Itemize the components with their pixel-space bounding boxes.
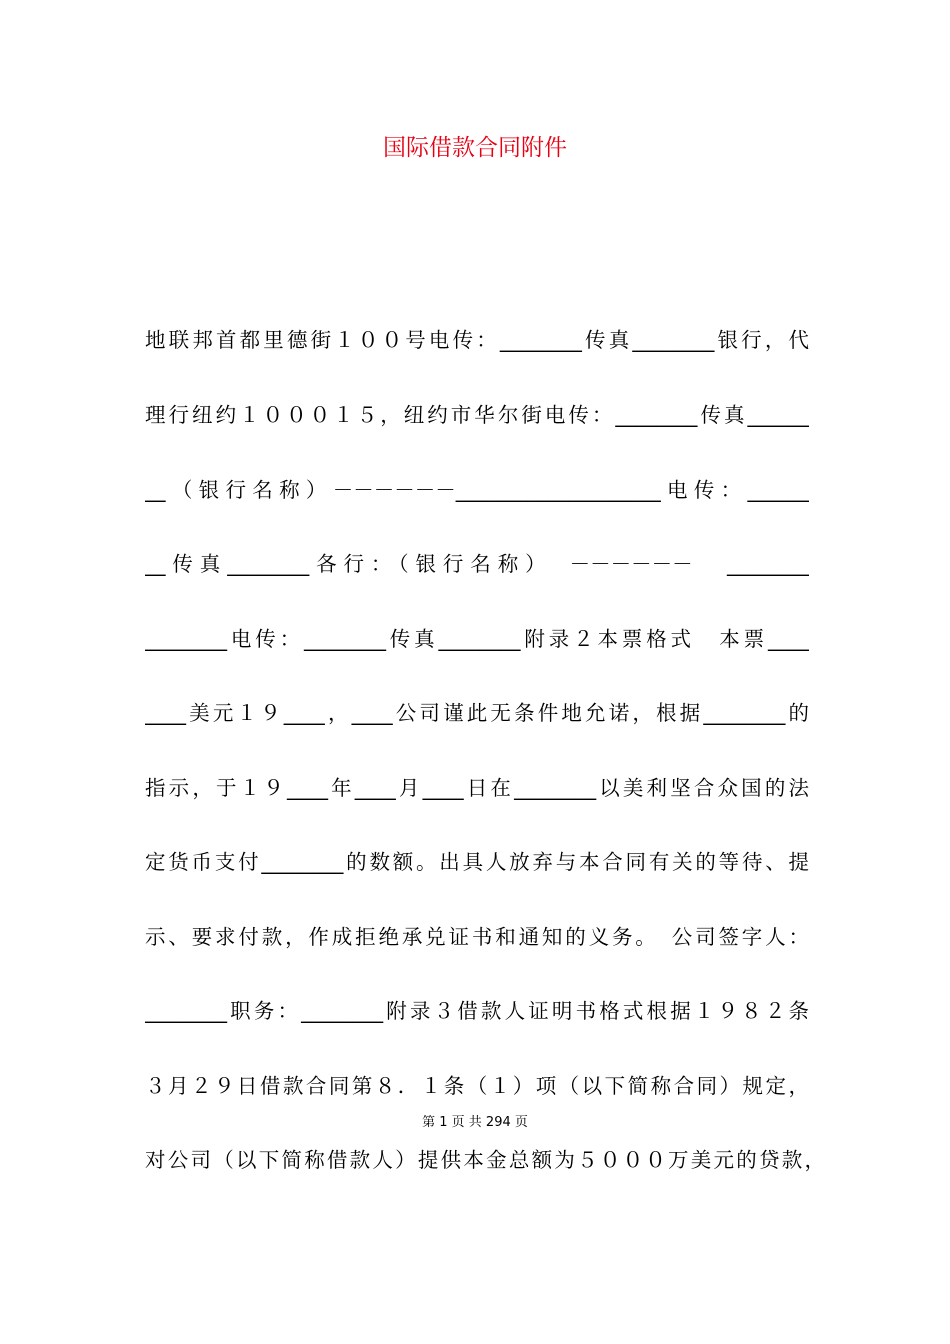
body-line-6: ____美元１９____，____公司谨此无条件地允诺，根据________的 [145,701,809,725]
body-line-4: __传真________各行：（银行名称） －－－－－－ ________ [145,552,809,576]
body-line-10: ________职务：________附录３借款人证明书格式根据１９８２条 [145,999,809,1023]
body-line-5: ________电传：________传真________附录２本票格式 本票____ [145,627,809,651]
page-title: 国际借款合同附件 [383,135,567,161]
body-line-11: ３月２９日借款合同第８．１条（１）项（以下简称合同）规定， [145,1074,809,1098]
body-line-12: 对公司（以下简称借款人）提供本金总额为５０００万美元的贷款， [145,1148,825,1172]
body-line-8: 定货币支付________的数额。出具人放弃与本合同有关的等待、提 [145,850,809,874]
body-line-2: 理行纽约１０００１５，纽约市华尔街电传：________传真______ [145,403,809,427]
body-line-9: 示、要求付款，作成拒绝承兑证书和通知的义务。 公司签字人： [145,925,809,949]
body-line-7: 指示，于１９____年____月____日在________以美利坚合众国的法 [145,776,809,800]
body-line-3: __（银行名称）－－－－－－____________________电传：______ [145,478,809,502]
page-number: 第 1 页 共 294 页 [422,1115,528,1130]
body-line-1: 地联邦首都里德街１００号电传：________传真________银行，代 [145,328,809,352]
